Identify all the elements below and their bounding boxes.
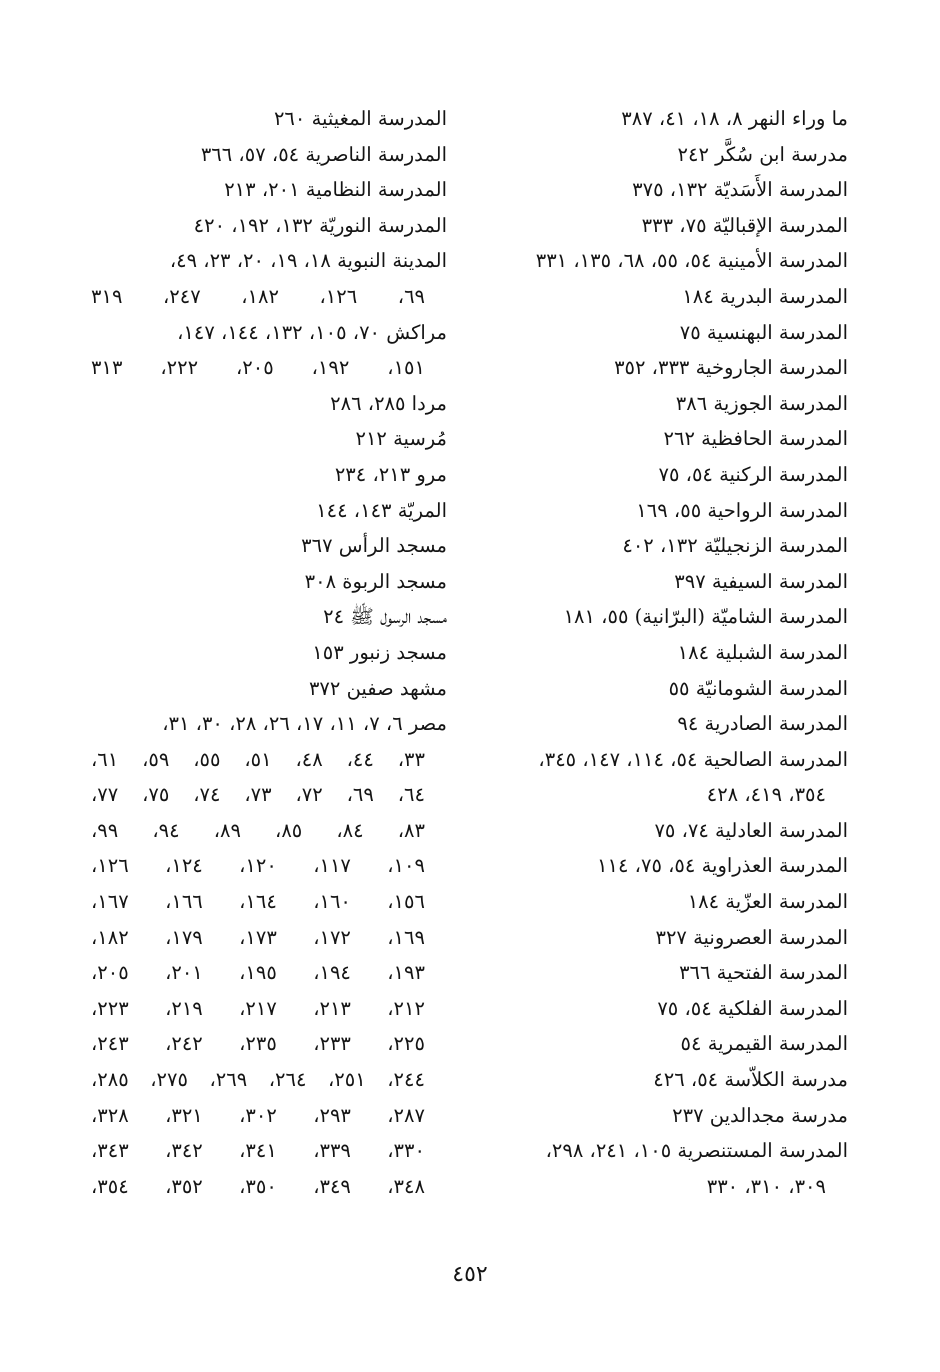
index-entry: مسجد زنبور ١٥٣ <box>312 640 447 664</box>
index-entry: المدرسة الصادرية ٩٤ <box>677 712 848 736</box>
index-entry-continuation: ٢١٢، ٢١٣، ٢١٧، ٢١٩، ٢٢٣، <box>91 996 425 1020</box>
index-entry: المدرسة الفلكية ٥٤، ٧٥ <box>657 996 848 1020</box>
index-entry: المدرسة الفتحية ٣٦٦ <box>679 961 848 985</box>
index-entry: المدرسة المغيثية ٢٦٠ <box>273 107 447 130</box>
index-entry: مدرسة مجدالدين ٢٣٧ <box>672 1103 848 1127</box>
index-entry-continuation: ٣٤٨، ٣٤٩، ٣٥٠، ٣٥٢، ٣٥٤، <box>91 1174 425 1198</box>
index-entry: المدرسة الجاروخية ٣٣٣، ٣٥٢ <box>614 356 848 380</box>
index-entry: المدرسة العادلية ٧٤، ٧٥ <box>654 818 848 842</box>
index-entry-continuation: ١٥١، ١٩٢، ٢٠٥، ٢٢٢، ٣١٣ <box>91 356 425 380</box>
index-entry: المدرسة البدرية ١٨٤ <box>682 284 848 308</box>
index-entry: المدرسة الإقباليّة ٧٥، ٣٣٣ <box>641 213 848 237</box>
index-entry: المدرسة الرواحية ٥٥، ١٦٩ <box>636 498 848 522</box>
index-entry-continuation: ٨٣، ٨٤، ٨٥، ٨٩، ٩٤، ٩٩، <box>91 818 425 842</box>
index-entry: المدرسة العذراوية ٥٤، ٧٥، ١١٤ <box>597 854 848 878</box>
index-entry: مسجد الرسول ﷺ ٢٤ <box>323 605 447 629</box>
index-column-left <box>91 101 447 1204</box>
index-entry-continuation: ٢٢٥، ٢٣٣، ٢٣٥، ٢٤٢، ٢٤٣، <box>91 1032 425 1056</box>
index-entry: المدرسة المستنصرية ١٠٥، ٢٤١، ٢٩٨، <box>545 1139 848 1163</box>
index-entry: مصر ٦، ٧، ١١، ١٧، ٢٦، ٢٨، ٣٠، ٣١، <box>162 712 447 736</box>
index-entry: المدرسة الناصرية ٥٤، ٥٧، ٣٦٦ <box>200 142 447 166</box>
index-entry-continuation: ٣٣، ٤٤، ٤٨، ٥١، ٥٥، ٥٩، ٦١، <box>91 747 425 771</box>
index-entry: المدرسة الركنية ٥٤، ٧٥ <box>658 462 848 486</box>
index-entry: مردا ٢٨٥، ٢٨٦ <box>330 391 447 415</box>
index-entry-continuation: ١٦٩، ١٧٢، ١٧٣، ١٧٩، ١٨٢، <box>91 925 425 949</box>
index-entry-continuation: ٦٩، ١٢٦، ١٨٢، ٢٤٧، ٣١٩ <box>91 284 426 308</box>
index-column-right <box>488 101 848 1204</box>
index-entry: المدرسة السيفية ٣٩٧ <box>674 569 848 593</box>
index-entry: المدرسة الجوزية ٣٨٦ <box>675 391 848 415</box>
index-entry: المريّة ١٤٣، ١٤٤ <box>316 498 447 522</box>
index-entry-continuation: ١٩٣، ١٩٤، ١٩٥، ٢٠١، ٢٠٥، <box>91 961 425 985</box>
index-entry: المدرسة النوريّة ١٣٢، ١٩٢، ٤٢٠ <box>193 213 447 237</box>
index-entry: مشهد صفين ٣٧٢ <box>308 676 447 700</box>
index-entry-continuation: ٦٤، ٦٩، ٧٢، ٧٣، ٧٤، ٧٥، ٧٧، <box>91 783 425 807</box>
index-entry: مراكش ٧٠، ١٠٥، ١٣٢، ١٤٤، ١٤٧، <box>177 320 447 344</box>
index-entry: المدرسة البهنسية ٧٥ <box>679 320 848 344</box>
index-entry: مسجد الربوة ٣٠٨ <box>304 569 447 593</box>
index-entry-continuation: ١٠٩، ١١٧، ١٢٠، ١٢٤، ١٢٦، <box>91 854 425 878</box>
index-entry-continuation: ٣٥٤، ٤١٩، ٤٢٨ <box>706 783 826 807</box>
index-entry: مدرسة الكلاّسة ٥٤، ٤٢٦ <box>653 1068 848 1092</box>
index-entry: المدرسة الشبلية ١٨٤ <box>677 640 848 664</box>
index-entry: المدرسة الصالحية ٥٤، ١١٤، ١٤٧، ٣٤٥، <box>538 747 848 771</box>
index-entry-continuation: ٢٤٤، ٢٥١، ٢٦٤، ٢٦٩، ٢٧٥، ٢٨٥، <box>91 1068 425 1092</box>
index-entry: المدرسة العصرونية ٣٢٧ <box>655 925 848 949</box>
index-entry: المدرسة الزنجيليّة ١٣٢، ٤٠٢ <box>622 534 848 558</box>
index-entry: مرو ٢١٣، ٢٣٤ <box>334 462 447 486</box>
index-entry: المدينة النبوية ١٨، ١٩، ٢٠، ٢٣، ٤٩، <box>169 249 447 273</box>
index-entry: المدرسة القيمرية ٥٤ <box>680 1032 848 1056</box>
index-entry: ما وراء النهر ٨، ١٨، ٤١، ٣٨٧ <box>621 107 848 130</box>
index-entry: مدرسة ابن سُكَّر ٢٤٢ <box>677 142 848 166</box>
index-entry: المدرسة النظامية ٢٠١، ٢١٣ <box>224 178 447 202</box>
index-entry: المدرسة الشومانيّة ٥٥ <box>668 676 848 700</box>
index-entry: المدرسة الأمينية ٥٤، ٥٥، ٦٨، ١٣٥، ٣٣١ <box>535 249 848 273</box>
index-entry: مسجد الرأس ٣٦٧ <box>301 534 447 558</box>
index-entry: المدرسة الحافظية ٢٦٢ <box>663 427 848 451</box>
index-entry-continuation: ١٥٦، ١٦٠، ١٦٤، ١٦٦، ١٦٧، <box>91 890 425 914</box>
index-entry: المدرسة العزّية ١٨٤ <box>687 890 848 914</box>
index-entry-continuation: ٣٣٠، ٣٣٩، ٣٤١، ٣٤٢، ٣٤٣، <box>91 1139 425 1163</box>
index-entry: مُرسية ٢١٢ <box>355 427 447 451</box>
index-entry-continuation: ٢٨٧، ٢٩٣، ٣٠٢، ٣٢١، ٣٢٨، <box>91 1103 425 1127</box>
index-entry: المدرسة الأَسَديّة ١٣٢، ٣٧٥ <box>632 178 848 202</box>
index-entry-continuation: ٣٠٩، ٣١٠، ٣٣٠ <box>706 1174 826 1198</box>
page-number: ٤٥٢ <box>452 1262 488 1287</box>
index-entry: المدرسة الشاميّة (البرّانية) ٥٥، ١٨١ <box>563 605 848 629</box>
